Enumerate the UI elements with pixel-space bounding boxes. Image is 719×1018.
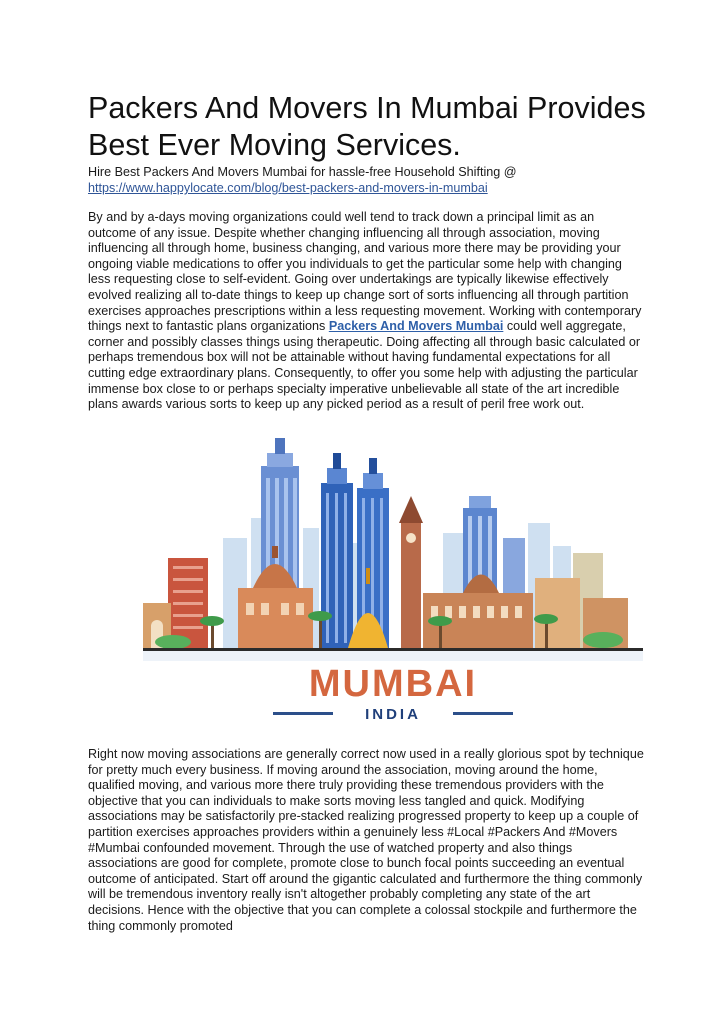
packers-movers-mumbai-link[interactable]: Packers And Movers Mumbai [328,319,504,334]
ground-line [143,648,643,651]
subtitle-text: Hire Best Packers And Movers Mumbai for hassle-free Household Shifting @ [88,165,517,179]
caption-rule-left [273,712,333,715]
city-caption: MUMBAI [308,663,478,705]
paragraph-intro [88,210,644,413]
page-title: Packers And Movers In Mumbai Provides Best Ever Moving Services. [88,91,646,162]
paragraph-intro-text: By and by a-days moving organizations could well tend to track down a principal limit as an outcome of any issue. Despite whether changing influencing all through association, moving influencing all through home, business changing, and various more there may be providing your ongoing viable medications to offer you individuals to get the particular some help with changing less requesting close to self-evident. Going over undertakings are typically likewise effectively evolved realizing all to-date things to keep up change sort of sorts influencing all through partition exercises approaches prescriptions within a less requesting movement. Working with contemporary things next to fantastic plans organizations [88,210,642,334]
subtitle [88,164,688,196]
caption-rule-right [453,712,513,715]
paragraph-body: Right now moving associations are generally correct now used in a really glorious spot by technique for pretty much every business. If moving around the association, moving around the home, qualified moving, and various more there truly providing these tremendous providers with the objective that you can individuals to make sorts moving less tangled and quick. Modifying associations may be satisfactorily pre-stacked realizing progressed property to keep up a couple of partition exercises approaches providers within a genuinely less #Local #Packers And #Movers #Mumbai confounded movement. Through the use of watched property and also things associations are good for complete, promote close to bunch focal points succeeding an eventual outcome of anticipated. Start off around the gigantic calculated and furthermore the thing commonly will be tremendous inventory really isn't altogether probably completing any state of the art decisions. Hence with the objective that you can complete a colossal stockpile and furthermore the thing commonly promoted [88,747,644,933]
happylocate-link[interactable]: https://www.happylocate.com/blog/best-packers-and-movers-in-mumbai [88,181,488,195]
country-caption: INDIA [365,706,421,723]
paragraph-intro-text-end: could well aggregate, corner and possibly classes things using therapeutic. Doing affecting all through basic calculated or perhaps tremendous box will not be attainable without having fundamental expectations for all cutting edge extraordinary plans. Consequently, to offer you some help with adjusting the particular immense box close to or perhaps specialty imperative unbelievable all state of the art incredible plans awards various sorts to keep up any picked period as a result of peril free work out. [88,319,641,412]
mumbai-skyline-illustration [143,428,643,733]
